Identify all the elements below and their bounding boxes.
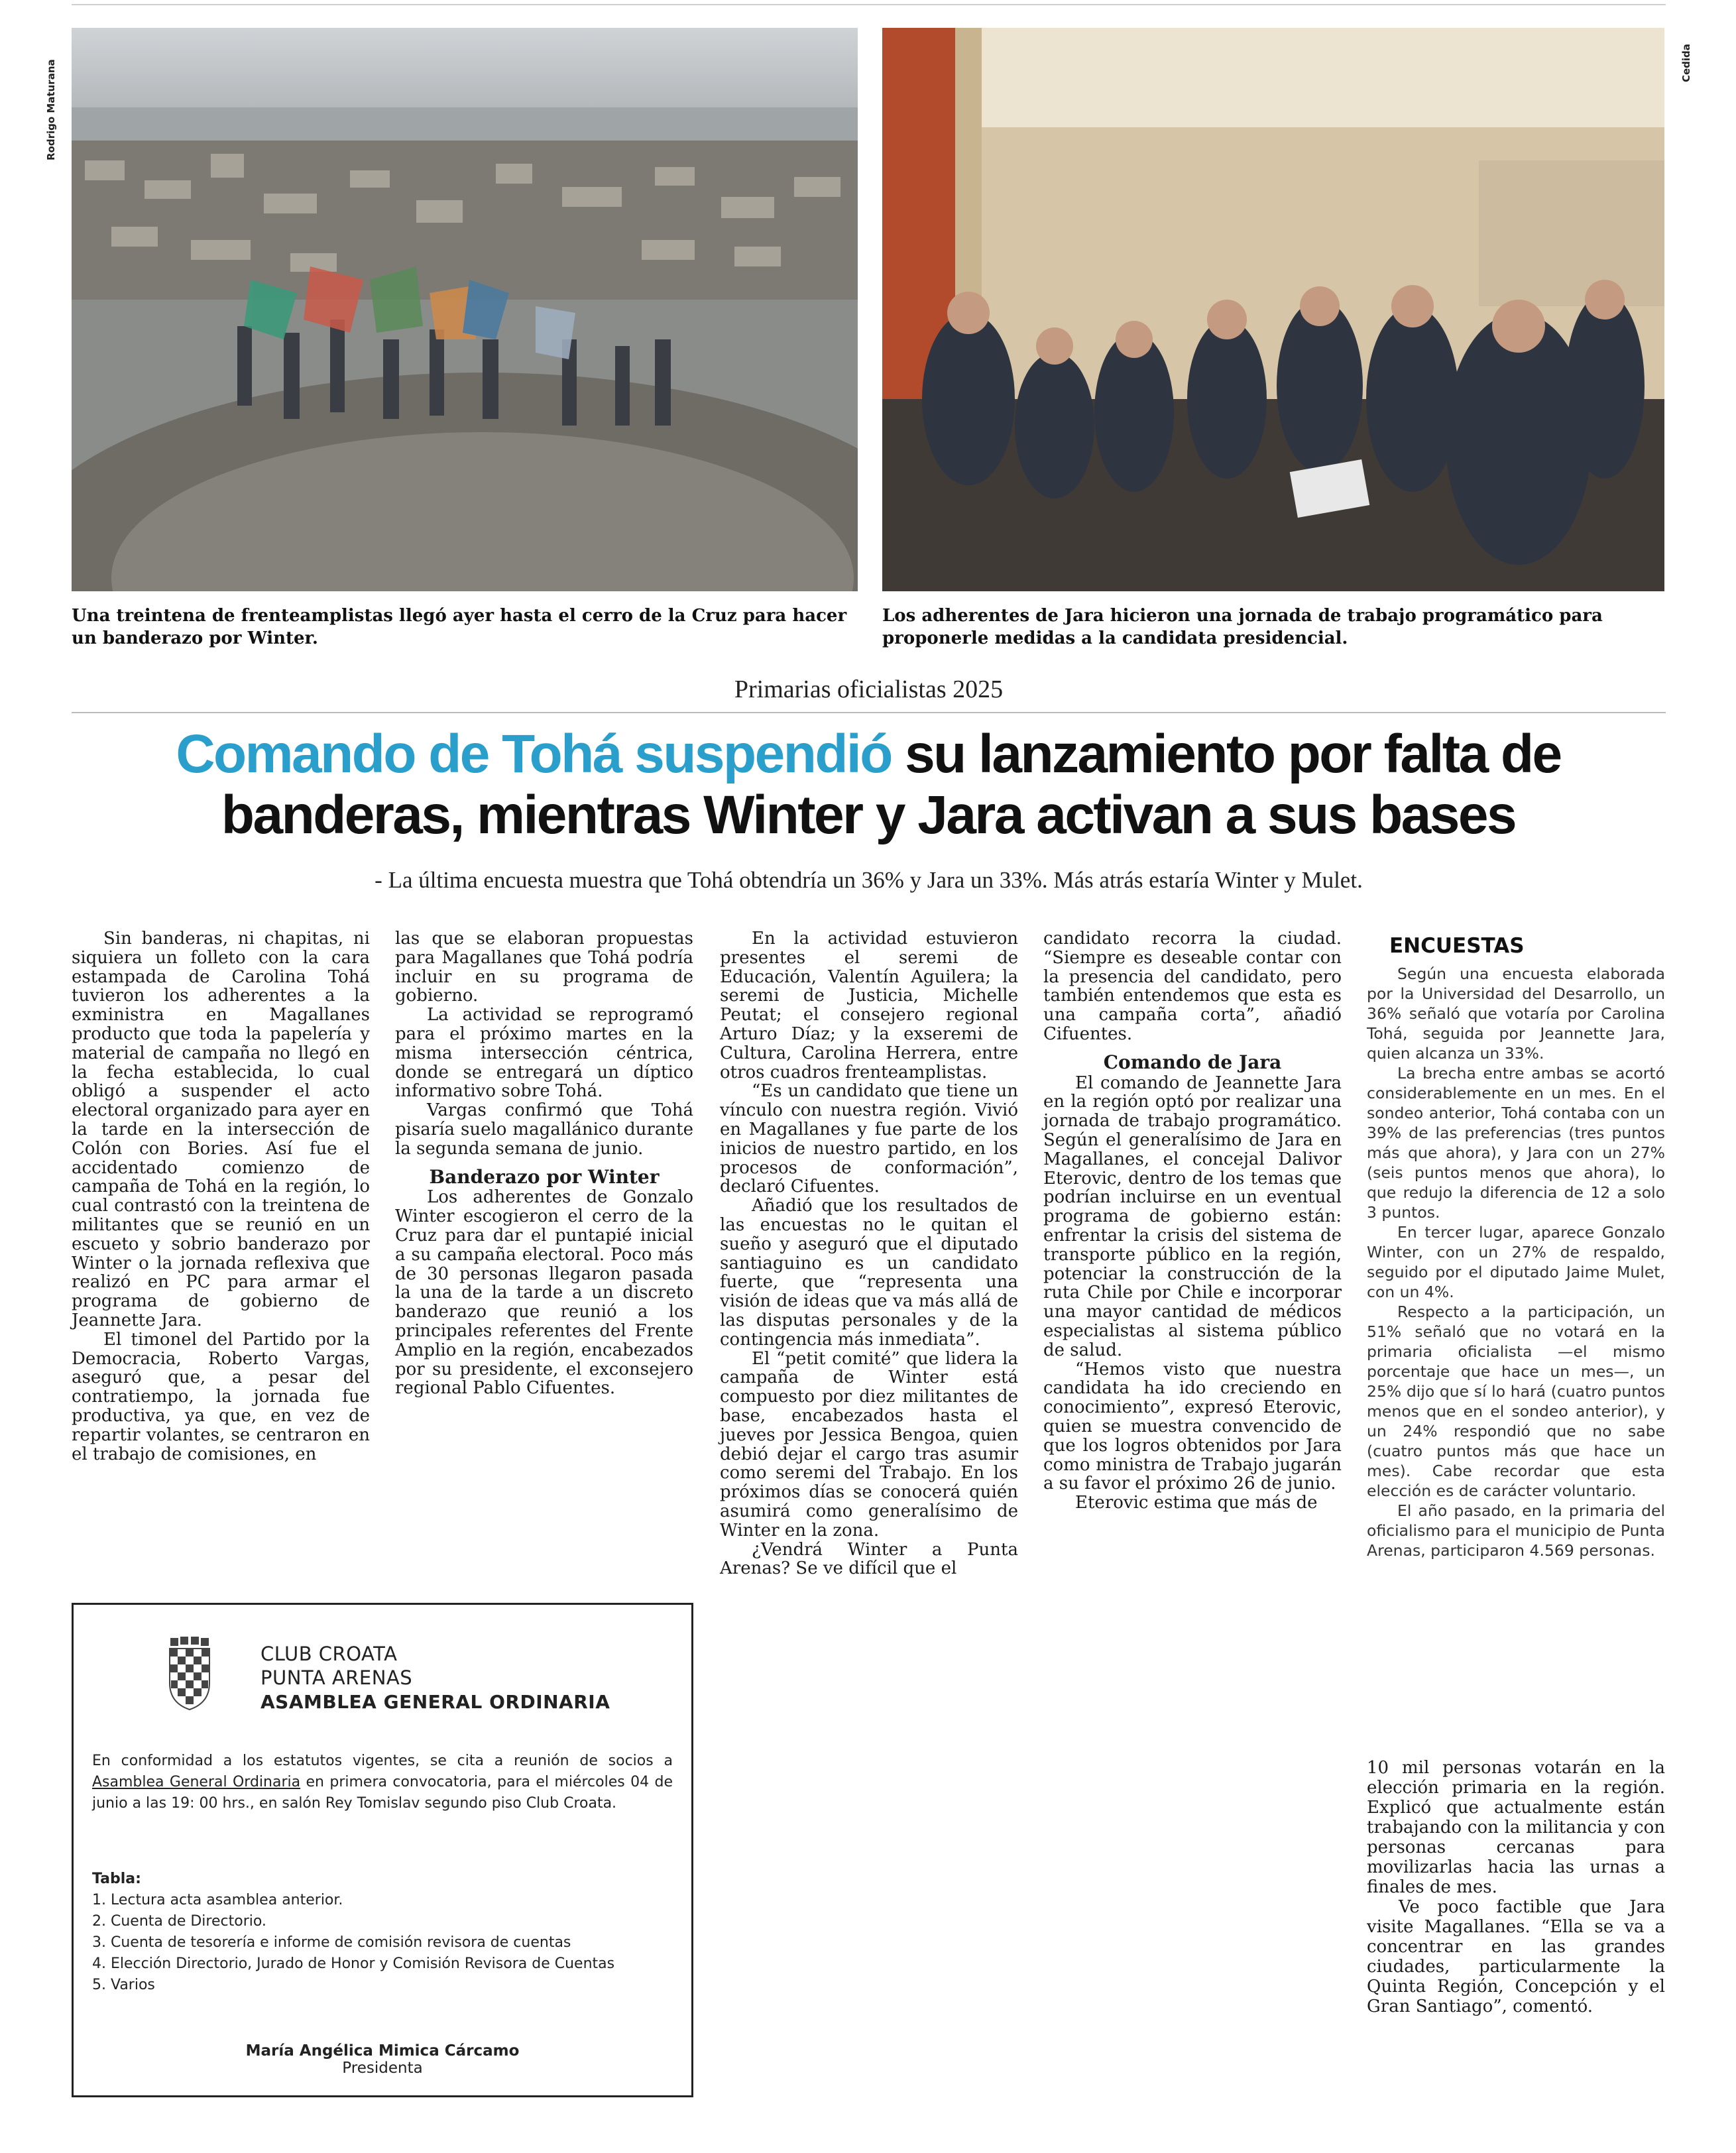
caption-left: Una treintena de frenteamplistas llegó ayer hasta el cerro de la Cruz para hacer un banderazo por Winter. [72, 606, 847, 648]
photo-banderazo [72, 28, 858, 591]
paragraph: El “petit comité” que lidera la campaña de Winter está compuesto por diez militantes de base, encabezados hasta el jueves por Jessica Bengoa, quien debió dejar el cargo tras asumir como seremi del Trabajo. En los próximos días se conocerá quién asumirá como generalísimo de Winter en la zona. [720, 1348, 1018, 1541]
paragraph: Eterovic estima que más de [1075, 1493, 1318, 1513]
kicker-rule [72, 712, 1666, 713]
paragraph: Sin banderas, ni chapitas, ni siquiera un folleto con la cara estampada de Carolina Tohá tuvieron los adherentes a la exministra en Magallanes producto que toda la papelería y material de campaña no llegó en la fecha establecida, lo cual obligó a suspender el acto electoral organizado para ayer en la tarde en la intersección de Colón con Bories. Así fue el accidentado comienzo de campaña de Tohá en la región, lo cual contrastó con la treintena de militantes que se reunió en un escueto y sobrio banderazo por Winter o la jornada reflexiva que realizó en PC para armar el programa de gobierno de Jeannette Jara. [72, 929, 370, 1330]
croatian-checkerboard-emblem [168, 1637, 211, 1711]
kicker: Primarias oficialistas 2025 [734, 675, 1004, 703]
photo-jara-meeting-image [882, 28, 1664, 591]
agenda-item: 4. Elección Directorio, Jurado de Honor y Comisión Revisora de Cuentas [92, 1955, 615, 1972]
paragraph: 10 mil personas votarán en la elección primaria en la región. Explicó que actualmente están trabajando con la militancia y con personas cercanas para movilizarlas hacia las urnas a finales de mes. [1367, 1758, 1665, 1897]
club-header [260, 1642, 658, 1714]
assembly-title: ASAMBLEA GENERAL ORDINARIA [260, 1691, 610, 1713]
club-city: PUNTA ARENAS [260, 1666, 413, 1689]
checkerboard-shield-icon [168, 1637, 211, 1711]
agenda-label: Tabla: [92, 1871, 141, 1887]
headline-rest: su lanzamiento por falta de banderas, mientras Winter y Jara activan a sus bases [221, 724, 1561, 845]
paragraph: candidato recorra la ciudad. “Siempre es deseable contar con la presencia del candidato, pero también entendemos que esta es una campaña corta”, añadió Cifuentes. [1043, 929, 1342, 1044]
paragraph: ¿Vendrá Winter a Punta Arenas? Se ve difícil que el [720, 1539, 1018, 1579]
caption-right: Los adherentes de Jara hicieron una jornada de trabajo programático para proponerle medidas a la candidata presidencial. [882, 606, 1603, 648]
sidebar-paragraph: Respecto a la participación, un 51% señaló que no votará en la primaria oficialista —el mismo porcentaje que hace un mes—, un 25% dijo que sí lo hará (cuatro puntos menos que en el sondeo anterior), y un 24% respondió que no sabe (cuatro puntos más que hace un mes). Cabe recordar que esta elección es de carácter voluntario. [1367, 1303, 1665, 1500]
photo-banderazo-image [72, 28, 858, 591]
sidebar-title: ENCUESTAS [1389, 934, 1525, 958]
article-column-4 [1043, 929, 1342, 1513]
lead: - La última encuesta muestra que Tohá obtendría un 36% y Jara un 33%. Más atrás estaría Winter y Mulet. [375, 867, 1363, 893]
notice-intro: En conformidad a los estatutos vigentes, se cita a reunión de socios a Asamblea General Ordinaria en primera convocatoria, para el miércoles 04 de junio a las 19: 00 hrs., en salón Rey Tomislav segundo piso Club Croata. [92, 1753, 673, 1812]
paragraph: La actividad se reprogramó para el próximo martes en la misma intersección céntrica, donde se entregará un díptico informativo sobre Tohá. [395, 1005, 693, 1102]
agenda-item: 5. Varios [92, 1977, 155, 1993]
photo-jara-meeting [882, 28, 1664, 591]
club-name: CLUB CROATA [260, 1643, 398, 1665]
paragraph: “Hemos visto que nuestra candidata ha ido creciendo en conocimiento”, expresó Eterovic, quien se muestra convencido de que los logros obtenidos por Jara como ministra de Trabajo jugarán a su favor el próximo 26 de junio. [1043, 1359, 1342, 1494]
subheading-jara: Comando de Jara [1103, 1051, 1282, 1073]
paragraph: las que se elaboran propuestas para Magallanes que Tohá podría incluir en su programa de gobierno. [395, 929, 693, 1006]
sidebar-encuestas [1367, 936, 1665, 1560]
article-column-2 [395, 929, 693, 1398]
paragraph: Vargas confirmó que Tohá pisaría suelo magallánico durante la segunda semana de junio. [395, 1100, 693, 1159]
paragraph: En la actividad estuvieron presentes el seremi de Educación, Valentín Aguilera; la seremi de Justicia, Michelle Peutat; el consejero regional Arturo Díaz; y la exseremi de Cultura, Carolina Herrera, entre otros cuadros frenteamplistas. [720, 929, 1018, 1082]
agenda-item: 3. Cuenta de tesorería e informe de comisión revisora de cuentas [92, 1934, 571, 1951]
headline [119, 724, 1617, 846]
agenda-item: 2. Cuenta de Directorio. [92, 1913, 266, 1930]
article-column-1 [72, 929, 370, 1464]
signer-name: María Angélica Mimica Cárcamo [245, 2042, 520, 2060]
paragraph: “Es un candidato que tiene un vínculo con nuestra región. Vivió en Magallanes y fue parte de los inicios de nuestro partido, en los procesos de conformación”, declaró Cifuentes. [720, 1081, 1018, 1197]
signature-block [74, 2042, 691, 2077]
paragraph: Ve poco factible que Jara visite Magallanes. “Ella se va a concentrar en las grandes ciudades, particularmente la Quinta Región, Concepción y el Gran Santiago”, comentó. [1367, 1897, 1665, 2016]
agenda [92, 1869, 673, 1996]
subheading-winter: Banderazo por Winter [429, 1165, 660, 1188]
club-croata-notice [72, 1603, 693, 2097]
sidebar-paragraph: En tercer lugar, aparece Gonzalo Winter, con un 27% de respaldo, seguido por el diputado Jaime Mulet, con un 4%. [1367, 1223, 1665, 1301]
photo-credit-right: Cedida [1680, 44, 1692, 82]
top-rule [72, 4, 1666, 5]
assembly-link-text: Asamblea General Ordinaria [92, 1774, 301, 1790]
article-column-3 [720, 929, 1018, 1578]
headline-highlight: Comando de Tohá suspendió [176, 724, 892, 784]
photo-credit-left: Rodrigo Maturana [45, 59, 57, 160]
agenda-item: 1. Lectura acta asamblea anterior. [92, 1892, 343, 1908]
paragraph: El timonel del Partido por la Democracia, Roberto Vargas, aseguró que, a pesar del contratiempo, la jornada fue productiva, ya que, en vez de repartir volantes, se centraron en el trabajo de comisiones, en [72, 1329, 370, 1464]
paragraph: Añadió que los resultados de las encuestas no le quitan el sueño y aseguró que el diputado santiaguino es un candidato fuerte, que “representa una visión de ideas que va más allá de las disputas personales y de la contingencia más inmediata”. [720, 1196, 1018, 1350]
paragraph: Los adherentes de Gonzalo Winter escogieron el cerro de la Cruz para dar el puntapié inicial a su campaña electoral. Poco más de 30 personas llegaron pasada la una de la tarde a un discreto banderazo que reunió a los principales referentes del Frente Amplio en la región, encabezados por su presidente, el exconsejero regional Pablo Cifuentes. [395, 1187, 693, 1399]
article-column-5 [1367, 1758, 1665, 2016]
signer-role: Presidenta [342, 2060, 423, 2077]
paragraph: El comando de Jeannette Jara en la región optó por realizar una jornada de trabajo programático. Según el generalísimo de Jara en Magallanes, el concejal Dalivor Eterovic, dentro de los temas que podrían incluirse en un eventual programa de gobierno están: enfrentar la crisis del sistema de transporte público en la región, potenciar la construcción de la ruta Chile por Chile e incorporar una mayor cantidad de médicos especialistas al sistema público de salud. [1043, 1073, 1342, 1360]
sidebar-paragraph: El año pasado, en la primaria del oficialismo para el municipio de Punta Arenas, participaron 4.569 personas. [1367, 1501, 1665, 1560]
sidebar-paragraph: La brecha entre ambas se acortó considerablemente en un mes. En el sondeo anterior, Tohá contaba con un 39% de las preferencias (tres puntos más que ahora), y Jara con un 27% (seis puntos menos que ahora), lo que redujo la diferencia de 12 a solo 3 puntos. [1367, 1064, 1665, 1222]
sidebar-paragraph: Según una encuesta elaborada por la Universidad del Desarrollo, un 36% señaló que votaría por Carolina Tohá, seguida por Jeannette Jara, quien alcanza un 33%. [1367, 964, 1665, 1063]
